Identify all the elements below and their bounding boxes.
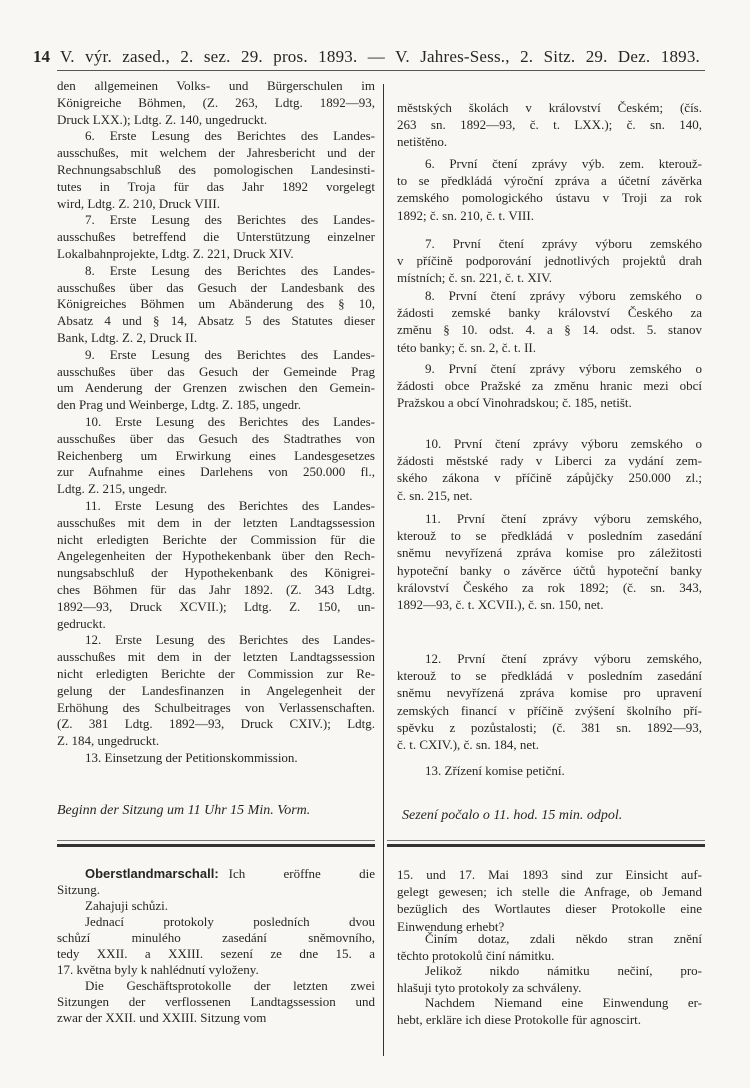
text-line: 1892—93, Druck XCVII.); Ldtg. Z. 150, un- — [57, 598, 375, 614]
text-line — [57, 866, 375, 882]
running-head: V. výr. zased., 2. sez. 29. pros. 1893. — V. Jahres-Sess., 2. Sitz. 29. Dez. 1893. — [60, 47, 700, 66]
text-line: Sitzungen der verflossenen Landtagssession und — [57, 994, 375, 1009]
text-line: nungsabschluß der Hypothekenbank des Königrei- — [57, 565, 375, 581]
text-line: ausschußes betreffend die Unterstützung einzelner — [57, 229, 375, 245]
session-start-german: Beginn der Sitzung um 11 Uhr 15 Min. Vorm. — [57, 803, 311, 818]
text-line: této banky; č. sn. 2, č. t. II. — [397, 339, 536, 355]
text-line: den Prag und Weinberge, Ldtg. Z. 185, ungedr. — [57, 397, 301, 413]
text-line: zur Aufnahme eines Darlehens von 250.000 fl., — [57, 464, 375, 480]
text-line: 11. Erste Lesung des Berichtes des Landes- — [85, 498, 375, 513]
text-line: 17. května byly k nahlédnutí vyloženy. — [57, 962, 259, 977]
text-line: (Z. 381 Ldtg. 1892—93, Druck CXIV.); Ldtg. — [57, 716, 375, 732]
paragraph — [57, 978, 375, 1026]
text-line: bezüglich des Wortlautes dieser Protokolle eine — [397, 901, 702, 917]
text-line: č. t. CXIV.), č. sn. 184, net. — [397, 736, 540, 752]
text-line: Königreiche Böhmen, (Z. 263, Ldtg. 1892—93, — [57, 94, 375, 110]
text-line: 7. První čtení zprávy výboru zemského — [425, 236, 702, 251]
text-line: městských školách v království Českém; (čís. — [397, 100, 702, 115]
text-line: Lokalbahnprojekte, Ldtg. Z. 221, Druck XIV. — [57, 245, 294, 261]
text-line: Sitzung. — [57, 882, 100, 897]
page-number: 14 — [33, 47, 50, 66]
text-line: 13. Zřízení komise petiční. — [425, 763, 565, 778]
text-line: ausschußes mit dem in der letzten Landtagssession — [57, 649, 375, 665]
text-line: Die Geschäftsprotokolle der letzten zwei — [85, 978, 375, 993]
text-line: gelung der Landesfinanzen in Angelegenheit der — [57, 682, 375, 698]
text-line: 7. Erste Lesung des Berichtes des Landes- — [85, 212, 375, 228]
paragraph — [397, 866, 702, 935]
text-line: 10. Erste Lesung des Berichtes des Landes- — [85, 414, 375, 429]
text-line: Einwendung erhebt? — [397, 918, 505, 934]
text-line: gelegt gewesen; ich stelle die Anfrage, ob Jemand — [397, 884, 702, 900]
paragraph — [397, 650, 702, 753]
text-line: Činím dotaz, zdali někdo stran znění — [425, 931, 702, 946]
text-line: 9. První čtení zprávy výboru zemského o — [425, 361, 702, 376]
text-line: ausschußes, mit welchem der Jahresbericht und der — [57, 145, 375, 161]
paragraph — [397, 360, 702, 412]
paragraph — [397, 510, 702, 613]
text-line: kterouž to se předkládá v posledním zasedání — [397, 668, 702, 684]
text-line: um Aenderung der Grenzen zwischen den Gemein- — [57, 380, 375, 396]
text-line: těchto protokolů činí námitku. — [397, 948, 555, 964]
text-line: Absatz 4 und § 14, Absatz 5 des Statutes dieser — [57, 313, 375, 329]
text-line: schůzí minulého zasedání sněmovního, — [57, 930, 375, 945]
paragraph — [397, 155, 702, 224]
paragraph — [57, 866, 375, 898]
text-line: to se předkládá výroční zpráva a účetní závěrka — [397, 173, 702, 189]
text-line: Reichenberg um Erwirkung eines Landesgesetzes — [57, 447, 375, 463]
paragraph — [397, 994, 702, 1028]
paragraph — [57, 750, 375, 767]
text-line: 8. Erste Lesung des Berichtes des Landes- — [85, 262, 375, 278]
text-line: Königreiches Böhmen um Abänderung des § 10, — [57, 296, 375, 312]
text-line: hebt, erkläre ich diese Protokolle für agnoscirt. — [397, 1012, 642, 1028]
text-line: 6. První čtení zprávy výb. zem. kterouž- — [425, 156, 702, 171]
paragraph — [57, 78, 375, 128]
paragraph — [397, 235, 702, 287]
text-line: den allgemeinen Volks- und Bürgerschulen im — [57, 78, 375, 93]
paragraph — [57, 212, 375, 262]
text-line: sněmu nevyřízená zpráva komise pro upravení — [397, 685, 702, 701]
text-line: místních; č. sn. 221, č. t. XIV. — [397, 270, 553, 286]
text-line: 8. První čtení zprávy výboru zemského o — [425, 288, 702, 303]
text-line: 13. Einsetzung der Petitionskommission. — [85, 750, 298, 765]
paragraph — [397, 962, 702, 996]
paragraph — [57, 347, 375, 414]
text-line: žádosti městské rady v Liberci za vydání zem- — [397, 453, 702, 469]
text-line: Rechnungsabschluß des pomologischen Landesinsti- — [57, 161, 375, 177]
session-start-czech: Sezení počalo o 11. hod. 15 min. odpol. — [402, 808, 623, 823]
text-line: č. sn. 215, net. — [397, 487, 473, 503]
text-line: Zahajuji schůzi. — [85, 898, 169, 913]
paragraph — [57, 414, 375, 498]
paragraph — [397, 435, 702, 504]
paragraph — [57, 898, 375, 914]
speaker-name: Oberstlandmarschall: — [85, 866, 219, 881]
text-line: kterouž to se předkládá v posledním zasedání — [397, 528, 702, 544]
text-line: 11. První čtení zprávy výboru zemského, — [425, 511, 702, 526]
text-line: žádosti zemské banky království Českého za — [397, 305, 702, 321]
header-rule — [57, 70, 705, 71]
text-line: gedruckt. — [57, 615, 106, 631]
text-line: Pražskou a obcí Vinohradskou; č. 185, netišt. — [397, 395, 632, 411]
text-line: ausschußes über das Gesuch der Landesbank des — [57, 279, 375, 295]
text-line: Bank, Ldtg. Z. 2, Druck II. — [57, 329, 198, 345]
text-line: Druck LXX.); Ldtg. Z. 140, ungedruckt. — [57, 111, 268, 127]
text-line: hypoteční banky o závěrce účtů hypoteční banky — [397, 562, 702, 578]
text-line: Ldtg. Z. 215, ungedr. — [57, 481, 168, 497]
text-line: žádosti obce Pražské za změnu hranic mezi obcí — [397, 378, 702, 394]
paragraph — [397, 99, 702, 151]
text-line: nicht erledigten Berichte der Commission zur Re- — [57, 665, 375, 681]
text-line: ausschußes über das Gesuch der Gemeinde Prag — [57, 363, 375, 379]
text-line: 10. První čtení zprávy výboru zemského o — [425, 436, 702, 451]
text-line: netištěno. — [397, 134, 448, 150]
column-divider — [383, 84, 384, 1056]
text-line: nicht erledigten Berichte der Commission für die — [57, 531, 375, 547]
text-line: Jelikož nikdo námitku nečiní, pro- — [425, 963, 702, 978]
text-line: zwar der XXII. und XXIII. Sitzung vom — [57, 1010, 267, 1025]
paragraph — [57, 498, 375, 632]
paragraph — [397, 762, 702, 779]
paragraph — [57, 128, 375, 212]
text-line: 12. První čtení zprávy výboru zemského, — [425, 651, 702, 666]
paragraph — [57, 263, 375, 347]
text-line: ausschußes mit dem in der letzten Landtagssession — [57, 514, 375, 530]
paragraph — [397, 930, 702, 964]
text-line: 9. Erste Lesung des Berichtes des Landes- — [85, 346, 375, 362]
text-line: hlašuji tyto protokoly za schváleny. — [397, 980, 582, 996]
text-line: Z. 184, ungedruckt. — [57, 733, 160, 749]
text-line: zemského pomologického ústavu v Troji za rok — [397, 190, 702, 206]
text-line: wird, Ldtg. Z. 210, Druck VIII. — [57, 195, 220, 211]
text-line: zemských financí v příčině zvýšení školního pří- — [397, 702, 702, 718]
text-line: Erhöhung des Schulbeitrages von Verlassenschaften. — [57, 699, 375, 715]
paragraph — [397, 287, 702, 356]
text-line: tutes in Troja für das Jahr 1892 vorgelegt — [57, 178, 375, 194]
speech-text: Ich eröffne die — [228, 866, 375, 881]
text-line: změnu § 10. odst. 4. a § 14. odst. 5. stanov — [397, 322, 702, 338]
text-line: sněmu nevyřízená zpráva komise pro záležitosti — [397, 545, 702, 561]
text-line: 263 sn. 1892—93, č. t. LXX.); č. sn. 140, — [397, 117, 702, 133]
paragraph — [57, 914, 375, 978]
text-line: Angelegenheiten der Hypothekenbank über den Rech- — [57, 548, 375, 564]
text-line: Jednací protokoly posledních dvou — [85, 914, 375, 929]
text-line: spěvku z pozůstalosti; (č. 381 sn. 1892—93, — [397, 719, 702, 735]
text-line: Nachdem Niemand eine Einwendung er- — [425, 995, 702, 1010]
text-line: ausschußes über das Gesuch des Stadtrathes von — [57, 430, 375, 446]
text-line: v příčině podporování jednotlivých projektů drah — [397, 253, 702, 269]
section-rule-left — [57, 840, 375, 847]
text-line: tedy XXII. a XXIII. sezení ze dne 15. a — [57, 946, 375, 961]
text-line: 12. Erste Lesung des Berichtes des Landes- — [85, 632, 375, 648]
text-line: ského zákona v příčině zápůjčky 250.000 zl.; — [397, 470, 702, 486]
text-line: 1892; č. sn. 210, č. t. VIII. — [397, 207, 534, 223]
text-line: 1892—93, č. t. XCVII.), č. sn. 150, net. — [397, 596, 604, 612]
section-rule-right — [387, 840, 705, 847]
paragraph — [57, 632, 375, 750]
text-line: ches Böhmen für das Jahr 1892. (Z. 343 Ldtg. — [57, 581, 375, 597]
text-line: 6. Erste Lesung des Berichtes des Landes- — [85, 128, 375, 144]
text-line: 15. und 17. Mai 1893 sind zur Einsicht auf- — [397, 867, 702, 882]
text-line: království Českého za rok 1892; (č. sn. 343, — [397, 579, 702, 595]
